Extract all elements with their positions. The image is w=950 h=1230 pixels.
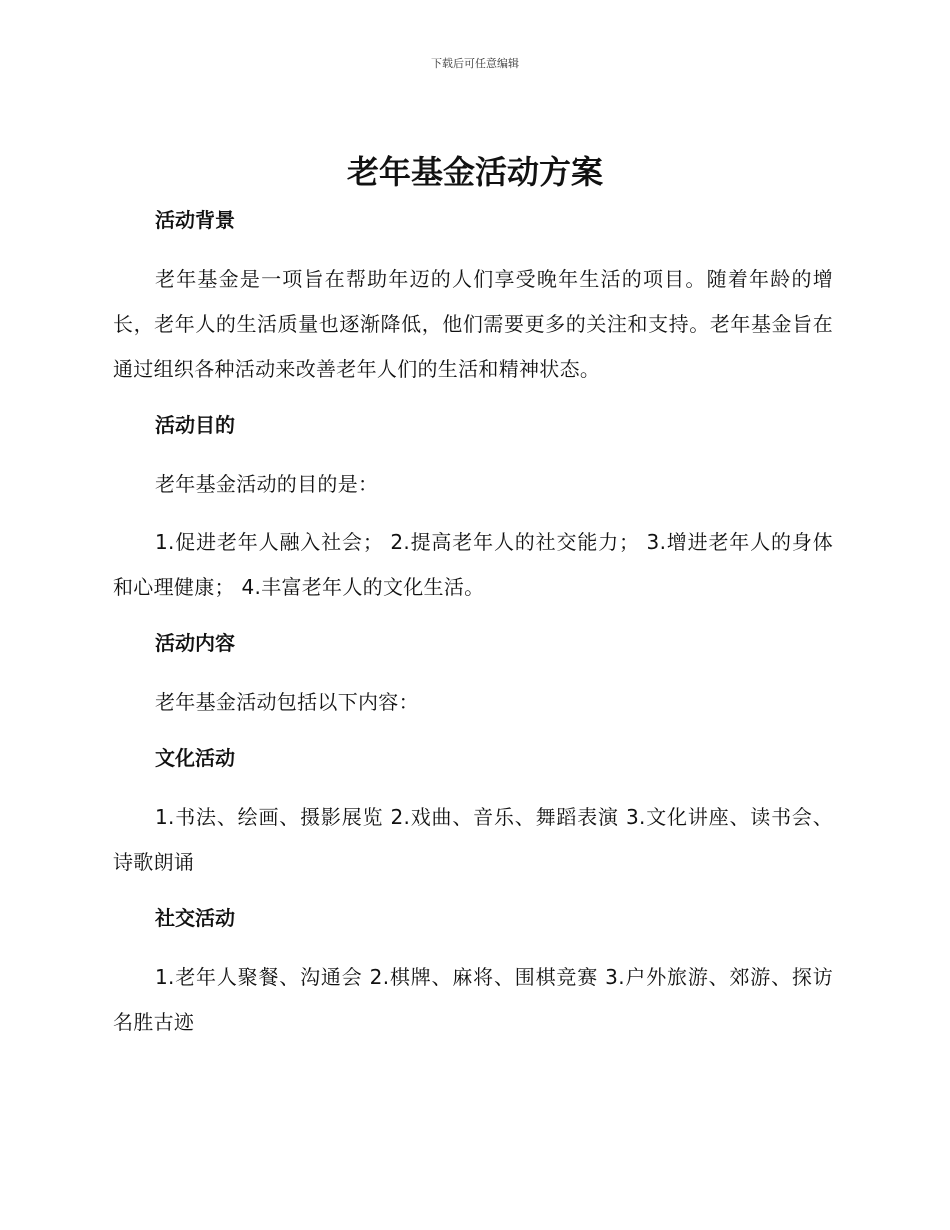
section-heading-purpose: 活动目的 xyxy=(155,413,235,437)
section-heading-background: 活动背景 xyxy=(155,208,235,232)
paragraph-cultural-list: 1.书法、绘画、摄影展览 2.戏曲、音乐、舞蹈表演 3.文化讲座、读书会、诗歌朗诵 xyxy=(113,805,833,874)
paragraph-social-list: 1.老年人聚餐、沟通会 2.棋牌、麻将、围棋竞赛 3.户外旅游、郊游、探访名胜古迹 xyxy=(113,965,833,1034)
section-heading-content: 活动内容 xyxy=(155,631,235,655)
section-heading-cultural: 文化活动 xyxy=(155,746,235,770)
document-body xyxy=(113,200,833,1058)
paragraph-background: 老年基金是一项旨在帮助年迈的人们享受晚年生活的项目。随着年龄的增长，老年人的生活质量也逐渐降低，他们需要更多的关注和支持。老年基金旨在通过组织各种活动来改善老年人们的生活和精神状态。 xyxy=(113,267,833,381)
header-note: 下载后可任意编辑 xyxy=(431,57,519,70)
paragraph-purpose-list: 1.促进老年人融入社会； 2.提高老年人的社交能力； 3.增进老年人的身体和心理健康； 4.丰富老年人的文化生活。 xyxy=(113,530,833,599)
paragraph-content-intro: 老年基金活动包括以下内容： xyxy=(155,690,419,714)
paragraph-purpose-intro: 老年基金活动的目的是： xyxy=(155,472,379,496)
document-title: 老年基金活动方案 xyxy=(346,153,603,191)
section-heading-social: 社交活动 xyxy=(155,906,235,930)
